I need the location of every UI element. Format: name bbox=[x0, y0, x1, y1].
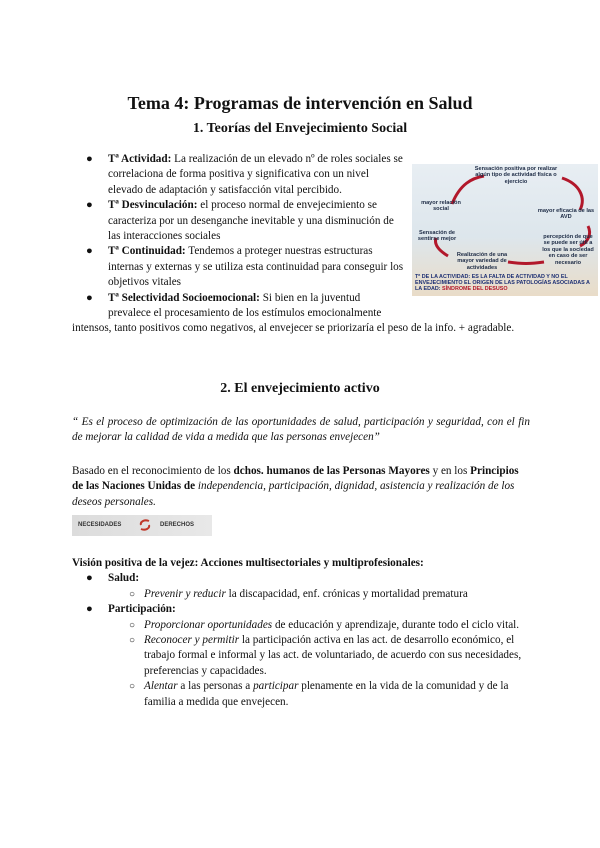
vision-title: Visión positiva de la vejez: Acciones multisectoriales y multiprofesionales: bbox=[72, 557, 424, 569]
diagram-node: percepción de que se puede ser útil a los que la sociedad en caso de ser necesario bbox=[542, 234, 594, 266]
diagram-node: mayor eficacia de las AVD bbox=[537, 208, 595, 221]
sub-list-item bbox=[72, 679, 532, 710]
list-item-salud bbox=[72, 571, 532, 586]
list-label: Participación: bbox=[108, 603, 176, 616]
definition-quote: “ Es el proceso de optimización de las oportunidades de salud, participación y seguridad, con el fin de mejorar la calidad de vida a medida que las personas envejecen” bbox=[72, 416, 530, 444]
diagram-node: Sensación positiva por realizar algún tipo de actividad física o ejercicio bbox=[474, 166, 558, 185]
activity-theory-diagram bbox=[412, 164, 598, 296]
theory-text: el proceso normal de envejecimiento se caracteriza por un desenganche inevitable y una disminución de las interacciones sociales bbox=[108, 199, 394, 243]
basis-text: Basado en el reconocimiento de los bbox=[72, 465, 234, 477]
sub-list-item bbox=[72, 633, 532, 679]
basis-bold: Principios de las Naciones Unidas de bbox=[72, 465, 519, 493]
theory-label: Tª Selectividad Socioemocional: bbox=[108, 291, 260, 304]
item-text: plenamente en la vida de la comunidad y de la familia a medida que envejecen. bbox=[144, 680, 509, 708]
basis-bold: dchos. humanos de las Personas Mayores bbox=[233, 465, 430, 477]
item-emphasis: Prevenir y reducir bbox=[144, 587, 226, 600]
diagram-node: Sensación de sentirse mejor bbox=[417, 230, 457, 243]
bullet-icon: ● bbox=[86, 572, 93, 585]
circle-bullet-icon: ○ bbox=[129, 681, 136, 693]
vision-section bbox=[72, 556, 532, 710]
sub-list-item bbox=[72, 618, 532, 633]
circle-bullet-icon: ○ bbox=[129, 588, 136, 600]
caption-text: Tª DE LA ACTIVIDAD: ES LA FALTA DE ACTIVIDAD Y NO EL ENVEJECIMIENTO EL ORIGEN DE LAS PATOLOGÍAS ASOCIADAS A LA EDAD: bbox=[415, 274, 590, 293]
theory-label: Tª Actividad: bbox=[108, 153, 172, 165]
circle-bullet-icon: ○ bbox=[129, 619, 136, 631]
cycle-arrow bbox=[562, 178, 582, 210]
basis-text: y en los bbox=[429, 465, 471, 477]
theory-text: Tendemos a proteger nuestras estructuras internas y externas y se utiliza esta continuidad para conseguir los objetivos vitales bbox=[108, 245, 404, 289]
item-emphasis: Alentar bbox=[144, 680, 178, 693]
item-text: de educación y aprendizaje, durante todo el ciclo vital. bbox=[272, 618, 520, 631]
diagram-node: Realización de una mayor variedad de actividades bbox=[456, 252, 508, 271]
theory-text: Si bien en la juventud prevalece el procesamiento de los estímulos emocionalmente bbox=[108, 291, 382, 320]
list-item-participacion bbox=[72, 602, 532, 617]
basis-paragraph bbox=[72, 464, 530, 510]
rights-label: DERECHOS bbox=[160, 522, 195, 528]
theory-label: Tª Desvinculación: bbox=[108, 199, 198, 212]
bullet-icon: ● bbox=[86, 291, 93, 304]
bullet-icon: ● bbox=[86, 153, 93, 165]
bullet-icon: ● bbox=[86, 603, 93, 616]
sub-list-item bbox=[72, 587, 532, 602]
swap-arrows-icon bbox=[138, 518, 152, 532]
bullet-icon: ● bbox=[86, 199, 93, 212]
theory-text-continued: intensos, tanto positivos como negativos, al envejecer se priorizaría el peso de la info. + agradable. bbox=[72, 322, 515, 335]
list-label: Salud: bbox=[108, 572, 140, 585]
cycle-arrow bbox=[508, 262, 544, 264]
section-heading-theories: 1. Teorías del Envejecimiento Social bbox=[192, 121, 408, 136]
item-text: la participación activa en las act. de desarrollo económico, el trabajo formal e informal y las act. de voluntariado, de acuerdo con sus necesidades, preferencias y capacidades. bbox=[144, 634, 522, 677]
diagram-node: mayor relación social bbox=[421, 200, 461, 213]
theory-text: La realización de un elevado nº de roles sociales se correlaciona de forma positiva y significativa con un nivel elevado de adaptación y satisfacción vital percibido. bbox=[108, 153, 403, 196]
item-text: a las personas a bbox=[177, 680, 254, 693]
item-text: la discapacidad, enf. crónicas y mortalidad prematura bbox=[225, 587, 468, 600]
needs-label: NECESIDADES bbox=[78, 522, 122, 528]
needs-rights-graphic bbox=[72, 515, 212, 536]
bullet-icon: ● bbox=[86, 245, 93, 258]
item-emphasis: Proporcionar oportunidades bbox=[144, 618, 273, 631]
caption-highlight: SÍNDROME DEL DESUSO bbox=[440, 286, 508, 293]
theory-label: Tª Continuidad: bbox=[108, 245, 186, 258]
page-title: Tema 4: Programas de intervención en Salud bbox=[127, 93, 473, 113]
section-heading-active-aging: 2. El envejecimiento activo bbox=[220, 381, 380, 396]
circle-bullet-icon: ○ bbox=[129, 635, 136, 647]
item-emphasis: Reconocer y permitir bbox=[144, 634, 240, 647]
basis-italic: independencia, participación, dignidad, asistencia y realización de los deseos personales. bbox=[72, 480, 515, 508]
item-emphasis: participar bbox=[253, 680, 299, 693]
diagram-caption bbox=[415, 274, 597, 293]
